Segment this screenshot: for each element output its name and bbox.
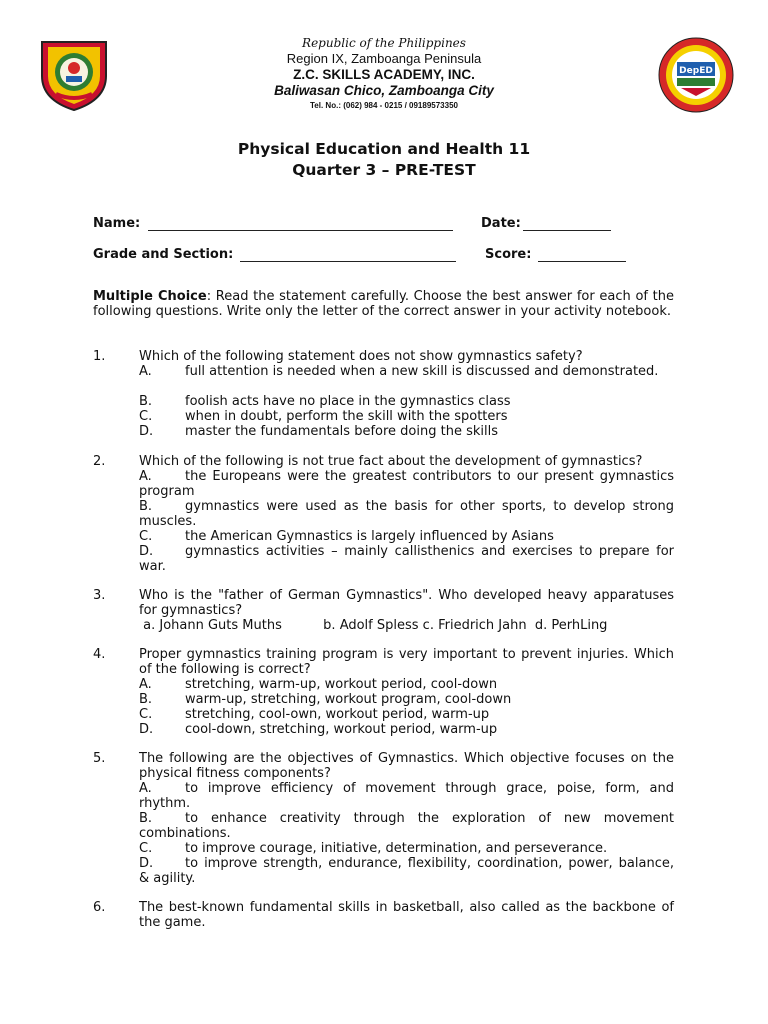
question-text: Which of the following statement does not show gymnastics safety?: [139, 349, 583, 364]
school-name: Z.C. SKILLS ACADEMY, INC.: [293, 67, 475, 82]
question-number: 3.: [93, 588, 106, 603]
option-item: B. to enhance creativity through the exploration of new movement combinations.: [139, 811, 674, 841]
option-item: C. when in doubt, perform the skill with the spotters: [139, 409, 508, 424]
document-title: Physical Education and Health 11: [237, 140, 531, 158]
region-text: Region IX, Zamboanga Peninsula: [286, 51, 482, 66]
option-item: B. warm-up, stretching, workout program, cool-down: [139, 692, 512, 707]
option-item: A. full attention is needed when a new skill is discussed and demonstrated.: [139, 364, 659, 379]
question-text: Who is the "father of German Gymnastics". Who developed heavy apparatuses for gymnastics?: [139, 588, 674, 618]
option-item: A. stretching, warm-up, workout period, cool-down: [139, 677, 498, 692]
option-item: A. the Europeans were the greatest contributors to our present gymnastics program: [139, 469, 674, 499]
question-number: 6.: [93, 900, 106, 915]
name-label: Name:: [93, 216, 141, 231]
score-blank-line[interactable]: [538, 261, 626, 262]
grade-section-label: Grade and Section:: [93, 247, 234, 262]
score-label: Score:: [485, 247, 532, 262]
inline-options: a. Johann Guts Muths b. Adolf Spless c. Friedrich Jahn d. PerhLing: [139, 618, 608, 633]
option-item: D. gymnastics activities – mainly callisthenics and exercises to prepare for war.: [139, 544, 674, 574]
option-item: A. to improve efficiency of movement through grace, poise, form, and rhythm.: [139, 781, 674, 811]
question-number: 5.: [93, 751, 106, 766]
date-blank-line[interactable]: [523, 230, 611, 231]
school-telephone: Tel. No.: (062) 984 - 0215 / 09189573350: [310, 101, 458, 110]
option-item: B. gymnastics were used as the basis for other sports, to develop strong muscles.: [139, 499, 674, 529]
grade-section-blank-line[interactable]: [240, 261, 456, 262]
question-number: 1.: [93, 349, 106, 364]
question-text: The best-known fundamental skills in basketball, also called as the backbone of the game.: [139, 900, 674, 930]
instructions-text: : Read the statement carefully. Choose the best answer for each of the following questions. Write only the letter of the correct answer in your activity notebook.: [93, 289, 674, 319]
question-text: Which of the following is not true fact about the development of gymnastics?: [139, 454, 643, 469]
option-item: D. cool-down, stretching, workout period, warm-up: [139, 722, 498, 737]
instructions-paragraph: [93, 289, 674, 319]
deped-logo-text: DepED: [679, 66, 713, 76]
option-item: C. stretching, cool-own, workout period, warm-up: [139, 707, 490, 722]
school-address: Baliwasan Chico, Zamboanga City: [274, 83, 494, 98]
option-item: C. the American Gymnastics is largely influenced by Asians: [139, 529, 554, 544]
option-item: D. master the fundamentals before doing the skills: [139, 424, 498, 439]
option-item: B. foolish acts have no place in the gymnastics class: [139, 394, 511, 409]
republic-text: Republic of the Philippines: [302, 36, 466, 50]
option-item: D. to improve strength, endurance, flexibility, coordination, power, balance, & agility.: [139, 856, 674, 886]
name-blank-line[interactable]: [148, 230, 453, 231]
question-text: Proper gymnastics training program is very important to prevent injuries. Which of the following is correct?: [139, 647, 674, 677]
question-text: The following are the objectives of Gymnastics. Which objective focuses on the physical fitness components?: [139, 751, 674, 781]
instructions-heading: Multiple Choice: [93, 289, 207, 304]
question-number: 2.: [93, 454, 106, 469]
document-subtitle: Quarter 3 – PRE-TEST: [292, 161, 476, 179]
question-number: 4.: [93, 647, 106, 662]
date-label: Date:: [481, 216, 521, 231]
option-item: C. to improve courage, initiative, determination, and perseverance.: [139, 841, 608, 856]
